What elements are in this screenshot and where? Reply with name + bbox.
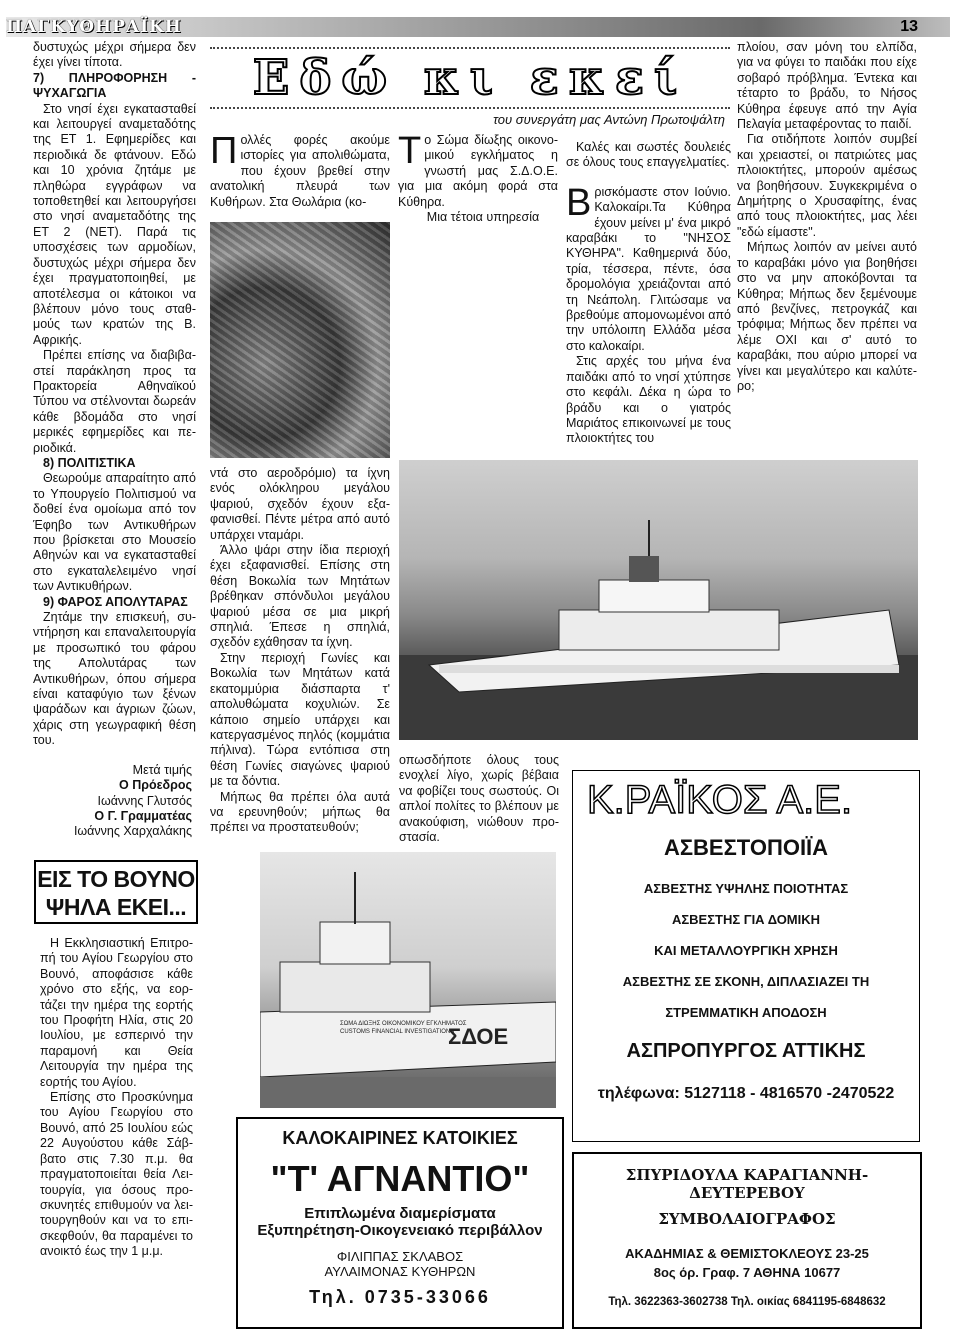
- byline: του συνεργάτη μας Αντώνη Πρωτοψάλτη: [493, 112, 725, 127]
- heading-9: 9) ΦΑΡΟΣ ΑΠΟΛΥΤΑΡΑΣ: [43, 594, 188, 609]
- sdoe-ship-photo: [260, 852, 556, 1108]
- lime-title: ΑΣΒΕΣΤΟΠΟΙΪΑ: [663, 835, 829, 860]
- left-p5: Ζητάμε την επισκευή, συντήρηση και επαναλειτουργία με προσωπικό του φάρου της Απολυτάρας των Αντικυθήρων, όπου σήμερα είναι καταφύγιο των ξένων ψαράδων και άγριων ζώων, χάρις στη γεωγραφική θέση του.: [33, 610, 196, 748]
- dropcap-v: Β: [566, 181, 592, 224]
- col3-p1: Καλές και σωστές δουλειές σε όλους τους επαγγελματίες.: [566, 140, 731, 170]
- col4-p1: πλοίου, σαν μόνη του ελπίδα, για να φύγει το παιδάκι που είχε σοβαρό πρόβλημα. Έντεκα και τέταρτο το βράδυ, το Νήσος Κύθηρα έφευγε από την Αγία Πελαγία μεταφέροντας το παιδί.: [737, 40, 917, 132]
- sign-secretary-name: Ιωάννης Χαρχαλάκης: [73, 824, 192, 839]
- lime-l3: ΚΑΙ ΜΕΤΑΛΛΟΥΡΓΙΚΗ ΧΡΗΣΗ: [654, 943, 838, 958]
- article-col4: [737, 40, 917, 394]
- title-bottom-rule: [210, 107, 730, 109]
- left-p2: Στο νησί έχει εγκατασταθεί και λειτουργεί αναμεταδότης της ΕΤ 1. Εφημερίδες και περιοδικά δε φτάνουν. Εδώ και 10 χρόνια ζητάμε με πληθώρα εγγράφων να τοποθετηθεί και λειτουργήσει στο νησί αναμεταδότης της ΕΤ 2 (ΝΕΤ). Παρά τις υποσχέσεις των αρμοδίων, δυστυχώς μέχρι σήμερα δεν έχει πραγματοποιηθεί, με αποτέλεσμα οι κάτοικοι να βλέπουν μόνο τους σταθμούς των κρατών της Β. Αφρικής.: [33, 101, 196, 347]
- lime-l1: ΑΣΒΕΣΤΗΣ ΥΨΗΛΗΣ ΠΟΙΟΤΗΤΑΣ: [643, 881, 849, 896]
- col1-p5: Μήπως θα πρέπει όλα αυτά να ερευνηθούν; μήπως θα πρέπει να προστατευθούν;: [210, 789, 390, 835]
- notary-title: ΣΥΜΒΟΛΑΙΟΓΡΑΦΟΣ: [658, 1210, 836, 1228]
- sign-president-name: Ιωάννης Γλυτσός: [97, 793, 192, 808]
- sign-secretary-title: Ο Γ. Γραμματέας: [94, 808, 192, 823]
- col1-p2: ντά στο αεροδρόμιο) τα ίχνη ενός ολόκληρου μεγάλου ψαριού, σχεδόν έχουν εξαφανισθεί. Πέντε μέτρα από αυτό υπάρχει νταμάρι.: [210, 466, 390, 542]
- lime-location: ΑΣΠΡΟΠΥΡΓΟΣ ΑΤΤΙΚΗΣ: [626, 1040, 866, 1062]
- col3-p2: ρισκόμαστε στον Ιούνιο. Καλοκαίρι.Τα Κύθηρα έχουν μείνει μ' ένα μικρό καραβάκι το "ΝΗΣΟΣ ΚΥΘΗΡΑ". Καθημερινά δύο, τρία, τέσσερα, πέντε, όσα δρομολόγια χρειάζονται από τη Νεάπολη. Γλιτώσαμε να βρεθούμε απομονωμένοι από την υπόλοιπη Ελλάδα μέσα στο καλοκαίρι.: [566, 184, 731, 353]
- lime-l2: ΑΣΒΕΣΤΗΣ ΓΙΑ ΔΟΜΙΚΗ: [671, 912, 821, 927]
- ferry-ship-icon: [399, 460, 918, 740]
- rooms-line2: Επιπλωμένα διαμερίσματα: [304, 1205, 496, 1222]
- notary-office: 8ος όρ. Γραφ. 7 ΑΘΗΝΑ 10677: [653, 1265, 841, 1280]
- left-p1: δυστυχώς μέχρι σήμερα δεν έχει γίνει τίποτα.: [33, 40, 196, 70]
- rocks-photo: [210, 222, 390, 458]
- sign-president-title: Ο Πρόεδρος: [119, 778, 192, 793]
- article-col1-bottom: [210, 466, 390, 836]
- mountain-p2: Επίσης στο Προσκύνημα του Αγίου Γεωργίου στο Βουνό, από 25 Ιουλίου εώς 22 Αυγούστου κάθε Σάββατο στις 7.30 π.μ. θα πραγματοποιείται θεία Λειτουργία, για όσους προσκυνητές επιθυμούν να λειτουργηθούν και να το επισκεφθούν, θα παραμένει το ανοικτό έως την 1 μ.μ.: [40, 1090, 193, 1259]
- notary-address: ΑΚΑΔΗΜΙΑΣ & ΘΕΜΙΣΤΟΚΛΕΟΥΣ 23-25: [625, 1246, 869, 1261]
- notary-ad: [572, 1152, 922, 1329]
- ship-text-1: ΣΩΜΑ ΔΙΩΞΗΣ ΟΙΚΟΝΟΜΙΚΟΥ ΕΓΚΛΗΜΑΤΟΣ: [340, 1021, 467, 1027]
- lime-l4: ΑΣΒΕΣΤΗΣ ΣΕ ΣΚΟΝΗ, ΔΙΠΛΑΣΙΑΖΕΙ ΤΗ: [622, 974, 870, 989]
- article-col3: [566, 140, 731, 447]
- lime-brand: Κ.ΡΑΪΚΟΣ Α.Ε.: [587, 778, 853, 822]
- article-col2-top: [398, 130, 558, 225]
- mountain-headline-box: [34, 860, 198, 924]
- col4-p3: Μήπως λοιπόν αν μείνει αυτό το καραβάκι μόνο για βοηθήσει στο να μην αποκόβονται τα Κύθηρα; Μήπως δεν ξεμένουμε από βενζίνες, πετρογκάζ και τρόφιμα; Μήπως δεν πρέπει να λέμε ΟΧΙ και σ' αυτό το καραβάκι, που αύριο μπορεί να γίνει και μεγαλύτερο και καλύτερο;: [737, 240, 917, 393]
- rooms-ad: [236, 1117, 564, 1329]
- notary-phones: Τηλ. 3622363-3602738 Τηλ. οικίας 6841195-6848632: [608, 1296, 886, 1308]
- dropcap-t: Τ: [398, 130, 422, 172]
- col2-p2: Μια τέτοια υπηρεσία: [426, 210, 540, 225]
- ship-mark: ΣΔΟΕ: [448, 1024, 509, 1049]
- col1-p3: Άλλο ψάρι στην ίδια περιοχή έχει εξαφανισθεί. Επίσης στη θέση Βοκωλία των Μητάτων βρέθηκαν σπόνδυλοι μεγάλου ψαριού μέσα σε μια μικρή σπηλιά. Έπεσε η σπηλιά, σχεδόν εχάθησαν τα ίχνη.: [210, 543, 390, 650]
- col1-p1: ολλές φορές ακούμε ιστορίες για απολιθώματα, που έχουν βρεθεί στην ανατολική πλευρά των Κυθήρων. Στα Θωλάρια (κο-: [210, 133, 390, 209]
- mountain-article: [40, 936, 193, 1260]
- mountain-p1: Η Εκκλησιαστική Επιτροπή του Αγίου Γεωργίου στο Βουνό, αποφάσισε κάθε χρόνο στο εξής, να εορτάζει την ημέρα της εορτής του Προφήτη Ηλία, στις 20 Ιουλίου, με εσπερινό την παραμονή και Θεία Λειτουργία την ημέρα της εορτής του Αγίου.: [40, 936, 193, 1089]
- rooms-line3: Εξυπηρέτηση-Οικογενειακό περιβάλλον: [257, 1222, 543, 1239]
- lime-l5: ΣΤΡΕΜΜΑΤΙΚΗ ΑΠΟΔΟΣΗ: [665, 1005, 827, 1020]
- left-p3: Πρέπει επίσης να διαβιβαστεί παράκληση προς τα Πρακτορεία Αθηναϊκού Τύπου να στέλνονται δωρεάν κάθε βδομάδα στο νησί μερικές εφημερίδες και περιοδικά.: [33, 348, 196, 455]
- article-title: Εδώ κι εκεί: [252, 50, 688, 106]
- heading-7: 7) ΠΛΗΡΟΦΟΡΗΣΗ - ΨΥΧΑΓΩΓΙΑ: [33, 70, 196, 101]
- notary-name: ΣΠΥΡΙΔΟΥΛΑ ΚΑΡΑΓΙΑΝΝΗ-ΔΕΥΤΕΡΕΒΟΥ: [625, 1166, 869, 1202]
- page-number: 13: [900, 18, 918, 35]
- signature-block: [33, 763, 196, 840]
- mountain-headline: ΕΙΣ ΤΟ ΒΟΥΝΟ ΨΗΛΑ ΕΚΕΙ...: [37, 866, 195, 920]
- col2-p3: οπωσδήποτε όλους τους ενοχλεί λίγο, χωρίς βέβαια να φοβίζει τους σωστούς. Οι απλοί πολίτες το βλέπουν με ανακούφιση, νιώθουν προστασία.: [399, 753, 559, 845]
- col1-p4: Στην περιοχή Γωνίες και Βοκωλία των Μητάτων κατά εκατομμύρια διάσπαρτα τ' απολυθώματα κοχυλιών. Σε κάποιο σημείο υπάρχει και κατεργασμένος πηλός (κομμάτια πήλινα). Τώρα εντόπισα στη θέση Γωνίες σιαγώνες ψαριού με τα δόντια.: [210, 650, 390, 789]
- rooms-name: "Τ' ΑΓΝΑΝΤΙΟ": [270, 1158, 530, 1199]
- heading-8: 8) ΠΟΛΙΤΙΣΤΙΚΑ: [43, 455, 136, 470]
- lime-ad: [572, 770, 920, 1142]
- left-p4: Θεωρούμε απαραίτητο από το Υπουργείο Πολιτισμού να δοθεί ένα ομοίωμα από τον Έφηβο των Αντικυθήρων που βρίσκεται στο Μουσείο Αθηνών και να εγκατασταθεί στο εγκαταλελειμένο νησί των Αντικυθήρων.: [33, 471, 196, 594]
- section-title: ΠΑΓΚΥΘΗΡΑΪΚΗ: [6, 17, 182, 37]
- article-col2-bottom: [399, 753, 559, 845]
- sign-regards: Μετά τιμής: [132, 762, 192, 777]
- col2-p1: ο Σώμα δίωξης οικονομικού εγκλήματος η γνωστή μας Σ.Δ.Ο.Ε. για μια ακόμη φορά στα Κύθηρα.: [398, 133, 558, 209]
- ship-text-2: CUSTOMS FINANCIAL INVESTIGATIONS: [340, 1029, 455, 1035]
- col4-p2: Για οτιδήποτε λοιπόν συμβεί και χρειαστεί, οι πατριώτες μας πλοιοκτήτες, μπορούν αμέσως να βοηθήσουν. Συγκεκριμένα ο Δημήτρης ο Χρυσαφίτης, ένας από τους πλοιοκτήτες, μας λέει "εδώ είμαστε".: [737, 132, 917, 239]
- article-col1-top: [210, 130, 390, 210]
- col3-p3: Στις αρχές του μήνα ένα παιδάκι από το νησί χτύπησε στο κεφάλι. Δέκα η ώρα το βράδυ και ο γιατρός Μαριάτος επικοινωνεί με τους πλοιοκτήτες του: [566, 354, 731, 446]
- title-top-rule: [210, 47, 730, 49]
- rooms-line1: ΚΑΛΟΚΑΙΡΙΝΕΣ ΚΑΤΟΙΚΙΕΣ: [282, 1128, 518, 1148]
- rooms-line4: ΦΙΛΙΠΠΑΣ ΣΚΛΑΒΟΣ: [336, 1249, 464, 1264]
- rooms-phone: Τηλ. 0735-33066: [309, 1287, 491, 1307]
- ferry-photo: [399, 460, 918, 740]
- rooms-line5: ΑΥΛΑΙΜΟΝΑΣ ΚΥΘΗΡΩΝ: [324, 1264, 476, 1279]
- dropcap-p: Π: [210, 130, 238, 172]
- lime-phone: τηλέφωνα: 5127118 - 4816570 -2470522: [597, 1085, 895, 1102]
- left-column: [33, 40, 196, 840]
